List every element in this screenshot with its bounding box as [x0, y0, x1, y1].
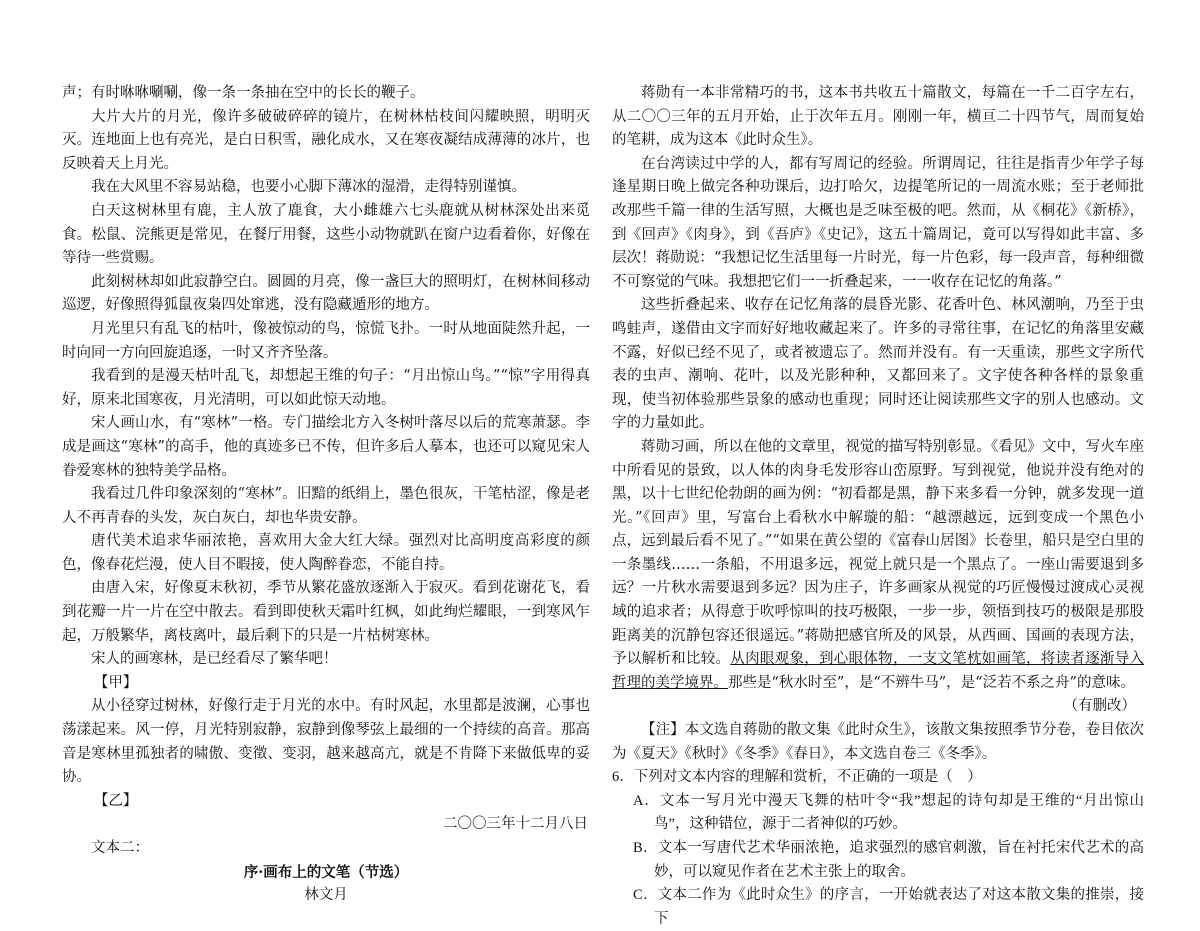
- question-6: 6．下列对文本内容的理解和赏析，不正确的一项是（ ）: [612, 769, 982, 786]
- paragraph: 在台湾读过中学的人，都有写周记的经验。所谓周记，往往是指青少年学子每逢星期日晚上做完各种功课后，边打哈欠，边提笔所记的一周流水账；至于老师批改那些千篇一律的生活写照，大概也是乏味至极的吧。然而，从《桐花》《新桥》，到《回声》《肉身》，到《吾庐》《史记》，这五十篇周记，竟可以写得如此丰富、多层次！蒋勋说：“我想记忆生活里每一片时光，每一片色彩，每一段声音，每种细微不可察觉的气味。我想把它们一一折叠起来，一一收存在记忆的角落。”: [612, 155, 1144, 290]
- paragraph: 从小径穿过树林，好像行走于月光的水中。有时风起，水里都是波澜，心事也荡漾起来。风一停，月光特别寂静，寂静到像琴弦上最细的一个持续的高音。那高音是寒林里孤独者的啸傲、变徵、变羽，越来越高亢，就是不肯降下来做低卑的妥协。: [62, 698, 590, 786]
- option-c: C．文本二作为《此时众生》的序言，一开始就表达了对这本散文集的推崇，接下: [633, 887, 1144, 927]
- paragraph: 我看到的是漫天枯叶乱飞，却想起王维的句子：“月出惊山鸟。”“惊”字用得真好，原来北国寒夜，月光清明，可以如此惊天动地。: [62, 368, 590, 408]
- paragraph: 这些折叠起来、收存在记忆角落的晨昏光影、花香叶色、林风潮响，乃至于虫鸣蛙声，遂借由文字而好好地收藏起来了。许多的寻常往事，在记忆的角落里安藏不露，好似已经不见了，或者被遗忘了。然而并没有。有一天重读，那些文字所代表的虫声、潮响、花叶，以及光影种种，又都回来了。文字使各种各样的景象重现，使当初体验那些景象的感动也重现；同时还让阅读那些文字的别人也感动。文字的力量如此。: [612, 297, 1144, 432]
- paragraph-text: 那些是“秋水时至”，是“不辨牛马”，是“泛若不系之舟”的意味。: [728, 674, 1135, 691]
- paragraph: 蒋勋有一本非常精巧的书，这本书共收五十篇散文，每篇在一千二百字左右，从二〇〇三年的五月开始，止于次年五月。刚刚一年，横亘二十四节气，周而复始的笔耕，成为这本《此时众生》。: [612, 85, 1144, 149]
- underlined-sentence: 从肉眼观象，到心眼体物，一支文笔枕如画笔，将读者逐渐导入哲理的美学境界。: [612, 651, 1145, 691]
- article-author: 林文月: [304, 887, 348, 904]
- edited-note: （有删改）: [1063, 698, 1136, 715]
- paragraph: 宋人的画寒林，是已经看尽了繁华吧！: [91, 651, 338, 668]
- paragraph-text: 蒋勋习画，所以在他的文章里，视觉的描写特别彰显。《看见》文中，写火车座中所看见的景致，以人体的肉身毛发形容山峦原野。写到视觉，他说并没有绝对的黑，以十七世纪伦勃朗的画为例：“初看都是黑，静下来多看一分钟，就多发现一道光。”《回声》里，写富台上看秋水中解璇的船：“越漂越远，远到变成一个黑色小点，远到最后看不见了。”“如果在黄公望的《富春山居图》长卷里，船只是空白里的一条墨线……一条船，不用退多远，视觉上就只是一个黑点了。一座山需要退到多远？一片秋水需要退到多远？因为庄子，许多画家从视觉的巧匠慢慢过渡成心灵视域的追求者；从得意于吹呼惊叫的技巧极限，一步一步，领悟到技巧的极限是那股距离美的沉静包容还很遥远。”蒋勋把感官所及的风景，从西画、国画的表现方法，予以解析和比较。: [612, 438, 1144, 668]
- date-line: 二〇〇三年十二月八日: [443, 816, 588, 833]
- left-column: [62, 82, 590, 908]
- paragraph: 月光里只有乱飞的枯叶，像被惊动的鸟，惊慌飞扑。一时从地面陡然升起，一时向同一方向回旋追逐，一时又齐齐坠落。: [62, 320, 590, 361]
- paragraph: 大片大片的月光，像许多破破碎碎的镜片，在树林枯枝间闪耀映照，明明灭灭。连地面上也有亮光，是白日积雪，融化成水，又在寒夜凝结成薄薄的冰片，也反映着天上月光。: [62, 108, 590, 172]
- paragraph: 我在大风里不容易站稳，也要小心脚下薄冰的湿滑，走得特别谨慎。: [91, 179, 526, 196]
- paragraph: 白天这树林里有鹿，主人放了鹿食，大小雌雄六七头鹿就从树林深处出来觅食。松鼠、浣熊更是常见，在餐厅用餐，这些小动物就趴在窗户边看着你，好像在等待一些赏赐。: [62, 202, 590, 267]
- right-column: [612, 82, 1144, 931]
- option-b: B．文本一写唐代艺术华丽浓艳，追求强烈的感官刺激，旨在衬托宋代艺术的高妙，可以窥见作者在艺术主张上的取舍。: [633, 840, 1144, 880]
- article-title: 序·画布上的文笔（节选）: [243, 863, 409, 881]
- paragraph: 宋人画山水，有“寒林”一格。专门描绘北方入冬树叶落尽以后的荒寒萧瑟。李成是画这“寒林”的高手，他的真迹多已不传，但许多后人摹本，也还可以窥见宋人眷爱寒林的独特美学品格。: [62, 415, 590, 479]
- paragraph: 唐代美术追求华丽浓艳，喜欢用大金大红大绿。强烈对比高明度高彩度的颜色，像春花烂漫，使人目不暇接，使人陶醉眷恋，不能自持。: [62, 533, 590, 573]
- blank-marker-jia: 【甲】: [93, 674, 138, 691]
- paragraph: [612, 436, 1144, 696]
- option-a: A．文本一写月光中漫天飞舞的枯叶令“我”想起的诗句却是王维的“月出惊山鸟”，这种错位，源于二者神似的巧妙。: [633, 792, 1144, 833]
- source-note: 【注】本文选自蒋勋的散文集《此时众生》，该散文集按照季节分卷，卷目依次为《夏天》《秋时》《冬季》《春日》，本文选自卷三《冬季》。: [612, 722, 1144, 762]
- text-two-label: 文本二：: [91, 840, 149, 856]
- paragraph: 此刻树林却如此寂静空白。圆圆的月亮，像一盏巨大的照明灯，在树林间移动巡逻，好像照得狐鼠夜枭四处窜逃，没有隐藏遁形的地方。: [62, 273, 590, 314]
- blank-marker-yi: 【乙】: [93, 792, 138, 809]
- paragraph: 声；有时咻咻唰唰，像一条一条抽在空中的长长的鞭子。: [62, 85, 425, 101]
- paragraph: 我看过几件印象深刻的“寒林”。旧黯的纸绢上，墨色很灰，干笔枯涩，像是老人不再青春的头发，灰白灰白，却也华贵安静。: [62, 486, 590, 526]
- paragraph: 由唐入宋，好像夏末秋初，季节从繁花盛放逐渐入于寂灭。看到花谢花飞，看到花瓣一片一片在空中散去。看到即使秋天霜叶红枫，如此绚烂耀眼，一到寒风乍起，万般繁华，离枝离叶，最后剩下的只是一片枯树寒林。: [62, 580, 590, 644]
